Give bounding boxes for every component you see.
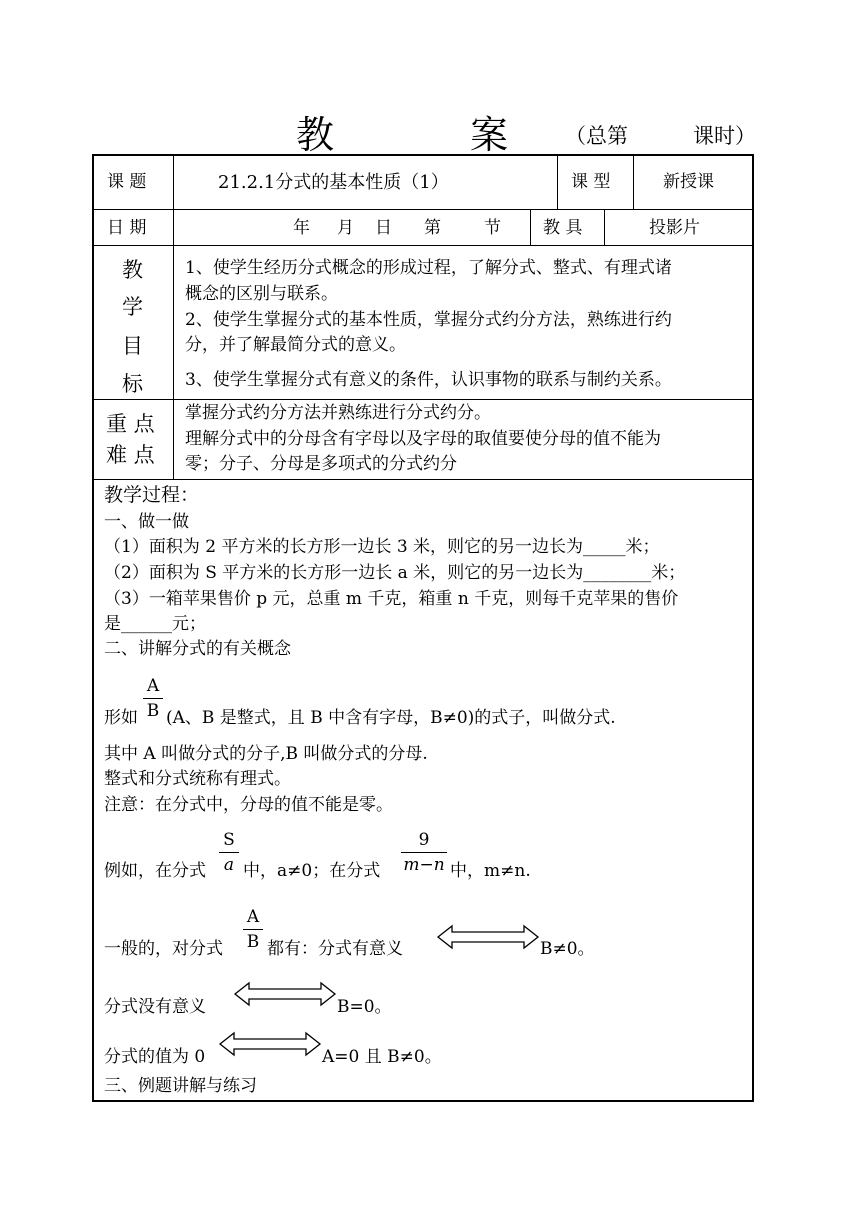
general-end: B≠0。 — [540, 939, 595, 959]
goal-line: 分，并了解最简分式的意义。 — [185, 335, 406, 355]
goal-line: 3、使学生掌握分式有意义的条件，认识事物的联系与制约关系。 — [185, 370, 672, 390]
goals-label-3: 目 — [122, 334, 143, 358]
topic-value: 21.2.1分式的基本性质（1） — [218, 172, 449, 193]
concept-line: 注意：在分式中，分母的值不能是零。 — [104, 795, 393, 815]
question-3b: 是______元； — [104, 614, 206, 634]
row-divider — [93, 209, 753, 210]
col-divider — [173, 155, 174, 479]
col-divider — [557, 155, 558, 209]
col-divider — [530, 209, 531, 245]
tool-value: 投影片 — [649, 218, 700, 238]
question-2: （2）面积为 S 平方米的长方形一边长 a 米，则它的另一边长为________米； — [104, 563, 686, 583]
zero-value-label: 分式的值为 0 — [104, 1047, 206, 1067]
date-period-prefix: 第 — [424, 218, 441, 238]
row-divider — [93, 399, 753, 400]
date-label: 日 期 — [107, 218, 147, 238]
goals-label-2: 学 — [122, 295, 143, 319]
double-arrow-icon — [436, 924, 540, 950]
fraction-denominator: B — [146, 701, 160, 721]
lesson-count-prefix: （总第 — [565, 124, 628, 148]
row-divider — [93, 245, 753, 246]
example-fraction-1 — [219, 830, 239, 875]
fraction-numerator: A — [246, 907, 260, 927]
no-meaning-label: 分式没有意义 — [104, 997, 206, 1017]
fraction-numerator: A — [146, 676, 160, 696]
concept-line: 其中 A 叫做分式的分子,B 叫做分式的分母. — [104, 744, 428, 764]
type-value: 新授课 — [663, 172, 714, 192]
lesson-count-suffix: 课时） — [693, 124, 756, 148]
no-meaning-end: B=0。 — [337, 997, 392, 1017]
date-day: 日 — [375, 218, 392, 238]
keypoint-line: 理解分式中的分母含有字母以及字母的取值要使分母的值不能为 — [185, 429, 661, 449]
title-char-1: 教 — [296, 113, 335, 157]
fraction-denominator: B — [246, 932, 260, 952]
example-fraction-2 — [401, 830, 447, 875]
question-3a: （3）一箱苹果售价 p 元，总重 m 千克，箱重 n 千克，则每千克苹果的售价 — [104, 589, 679, 609]
date-year: 年 — [293, 218, 310, 238]
keypoint-line: 零；分子、分母是多项式的分式约分 — [185, 454, 457, 474]
keypoint-line: 掌握分式约分方法并熟练进行分式约分。 — [185, 403, 491, 423]
concept-line: 整式和分式统称有理式。 — [104, 769, 291, 789]
general-prefix: 一般的，对分式 — [104, 939, 223, 959]
keypoint-label: 重 点 — [106, 412, 155, 436]
goal-line: 1、使学生经历分式概念的形成过程，了解分式、整式、有理式诸 — [185, 258, 672, 278]
definition-fraction — [143, 676, 163, 721]
fraction-numerator: 9 — [418, 830, 430, 850]
goals-label-4: 标 — [122, 372, 143, 396]
type-label: 课 型 — [571, 172, 611, 192]
difficulty-label: 难 点 — [106, 443, 155, 467]
section-1-heading: 一、做一做 — [104, 512, 189, 532]
general-fraction — [243, 907, 263, 952]
fraction-denominator: m−n — [403, 855, 445, 875]
definition-prefix: 形如 — [104, 708, 138, 728]
date-period-suffix: 节 — [484, 218, 501, 238]
tool-label: 教 具 — [543, 218, 583, 238]
example-prefix: 例如，在分式 — [104, 861, 206, 881]
fraction-numerator: S — [223, 830, 235, 850]
zero-value-end: A=0 且 B≠0。 — [322, 1047, 442, 1067]
date-month: 月 — [337, 218, 354, 238]
row-divider — [93, 479, 753, 480]
col-divider — [604, 209, 605, 245]
section-3-heading: 三、例题讲解与练习 — [104, 1076, 257, 1096]
goals-label-1: 教 — [122, 258, 143, 282]
fraction-denominator: a — [223, 855, 235, 875]
goal-line: 2、使学生掌握分式的基本性质，掌握分式约分方法，熟练进行约 — [185, 310, 672, 330]
process-heading: 教学过程： — [104, 484, 200, 506]
goal-line: 概念的区别与联系。 — [185, 284, 338, 304]
definition-text: (A、B 是整式，且 B 中含有字母，B≠0)的式子，叫做分式. — [166, 708, 616, 728]
general-middle: 都有：分式有意义 — [267, 939, 403, 959]
example-end: 中，m≠n. — [450, 861, 531, 881]
question-1: （1）面积为 2 平方米的长方形一边长 3 米，则它的另一边长为_____米； — [104, 537, 660, 557]
double-arrow-icon — [233, 981, 337, 1007]
double-arrow-icon — [218, 1031, 322, 1057]
topic-label: 课 题 — [107, 172, 147, 192]
title-char-2: 案 — [470, 113, 509, 157]
example-middle: 中，a≠0；在分式 — [243, 861, 381, 881]
col-divider — [633, 155, 634, 209]
section-2-heading: 二、讲解分式的有关概念 — [104, 639, 291, 659]
